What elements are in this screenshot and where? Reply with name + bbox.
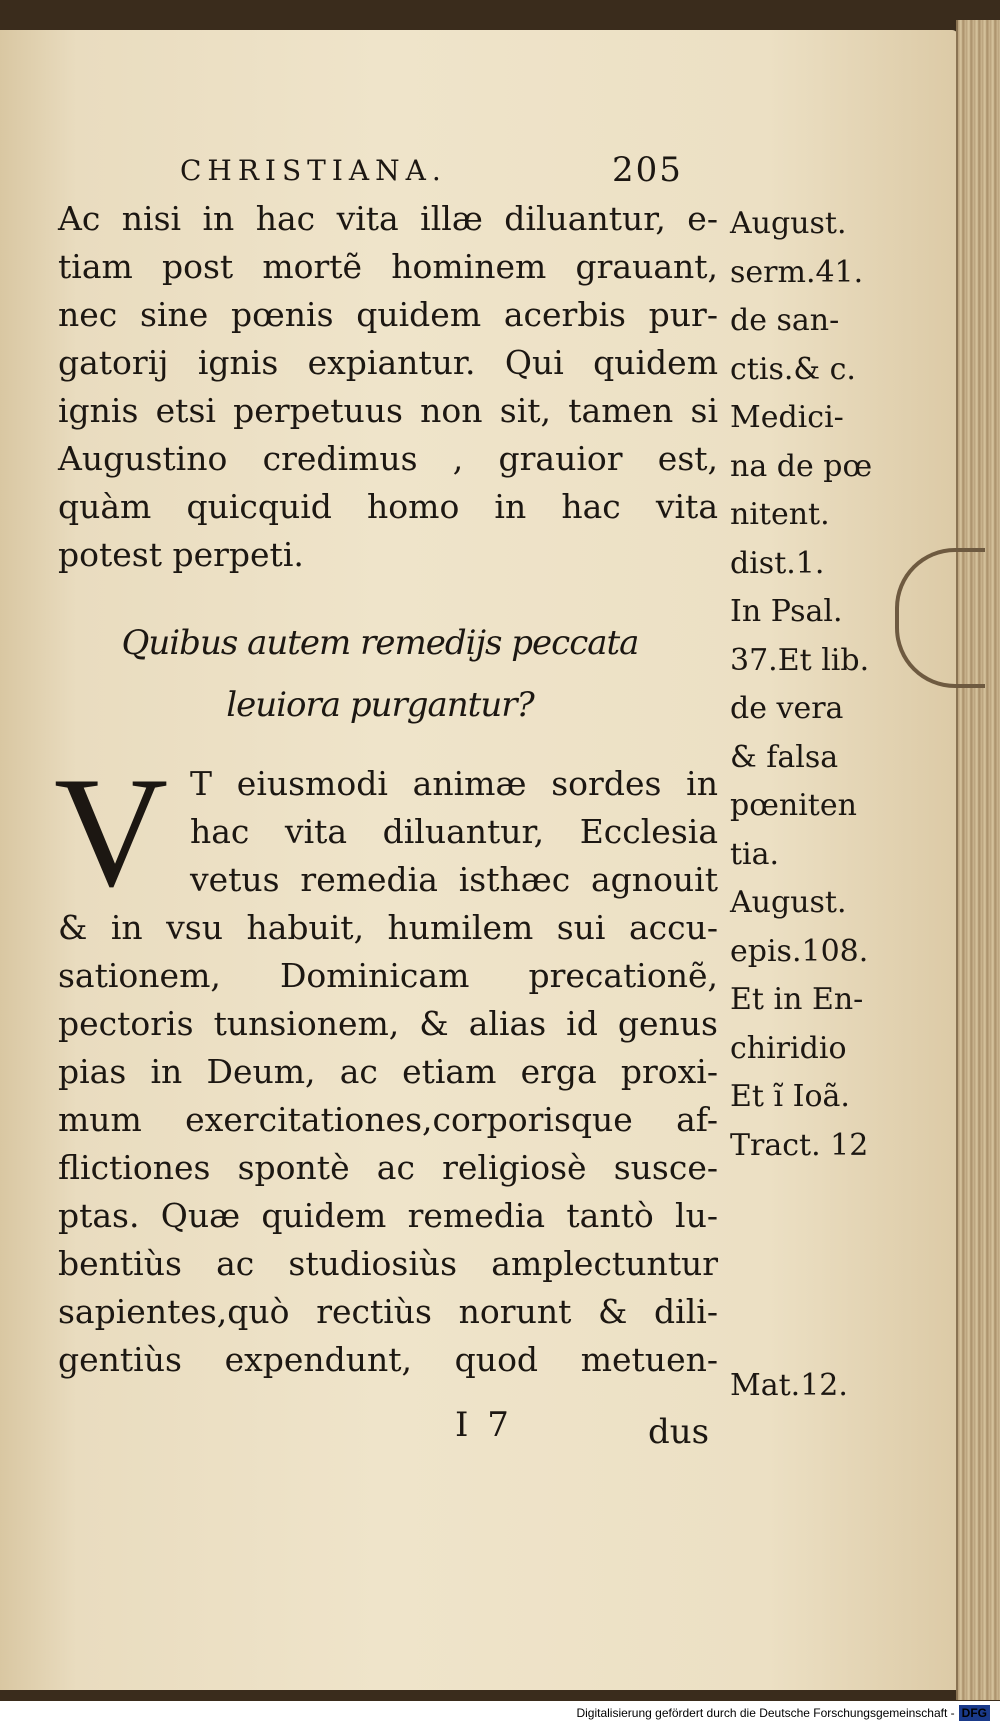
book-clip [895,548,985,688]
text-line: gentiùs expendunt, quod metuen- [58,1340,718,1379]
margin-note: Medici- [730,400,844,435]
text-line: nec sine pœnis quidem acerbis pur- [58,295,718,334]
margin-note: de san- [730,303,840,338]
page-edges [956,20,1000,1700]
paragraph-2-indented [190,760,718,904]
section-heading [90,612,670,736]
running-title: CHRISTIANA. [180,154,447,187]
margin-note: August. [730,206,847,241]
heading-line: leuiora purgantur? [226,685,534,725]
footer-credit: Digitalisierung gefördert durch die Deutsche Forschungsgemeinschaft - [576,1706,955,1720]
text-line: sationem, Dominicam precationẽ, [58,956,718,995]
text-line: flictiones spontè ac religiosè susce- [58,1148,718,1187]
drop-cap: V [54,745,169,920]
text-line: gatorij ignis expiantur. Qui quidem [58,343,718,382]
text-line: Augustino credimus , grauior est, [58,439,718,478]
text-line: hac vita diluantur, Ecclesia [190,812,718,851]
signature-mark: I 7 [455,1405,513,1445]
text-line: potest perpeti. [58,535,304,574]
text-line: quàm quicquid homo in hac vita [58,487,718,526]
margin-note: tia. [730,836,780,872]
margin-note: Tract. 12 [730,1127,869,1163]
margin-note: nitent. [730,497,830,532]
catchword: dus [648,1412,710,1452]
text-line: pectoris tunsionem, & alias id genus [58,1004,718,1043]
margin-note: serm.41. [730,254,864,290]
paragraph-2 [58,904,718,1384]
dfg-logo: DFG [959,1705,990,1721]
margin-note: August. [730,885,847,920]
text-line: mum exercitationes,corporisque af- [58,1100,718,1139]
margin-note: 37.Et lib. [730,642,870,678]
page-header [180,150,700,190]
margin-note: Et ĩ Ioã. [730,1079,850,1114]
text-line: vetus remedia isthæc agnouit [190,860,718,899]
text-line: bentiùs ac studiosiùs amplectuntur [58,1244,718,1283]
margin-note: In Psal. [730,594,843,629]
text-line: Ac nisi in hac vita illæ diluantur, e- [58,199,718,238]
margin-note: ctis.& c. [730,351,856,387]
text-line: T eiusmodi animæ sordes in [190,764,718,803]
text-line: tiam post mortẽ hominem grauant, [58,247,718,286]
margin-note: chiridio [730,1030,847,1066]
heading-line: Quibus autem remedijs peccata [121,623,639,663]
margin-note: na de pœ [730,448,873,484]
margin-note: epis.108. [730,933,869,969]
margin-note: & falsa [730,739,839,775]
margin-note: dist.1. [730,545,825,581]
footer-bar [0,1701,1000,1725]
page-number: 205 [612,150,683,190]
text-line: pias in Deum, ac etiam erga proxi- [58,1052,718,1091]
margin-note: de vera [730,691,844,726]
margin-note: Et in En- [730,982,864,1017]
text-line: & in vsu habuit, humilem sui accu- [58,908,718,947]
marginal-notes [730,200,905,1411]
text-line: ptas. Quæ quidem remedia tantò lu- [58,1196,718,1235]
margin-note: Mat.12. [730,1368,848,1403]
paragraph-1 [58,195,718,579]
margin-note: pœniten [730,788,857,823]
text-line: sapientes,quò rectiùs norunt & dili- [58,1292,718,1331]
text-line: ignis etsi perpetuus non sit, tamen si [58,391,718,430]
